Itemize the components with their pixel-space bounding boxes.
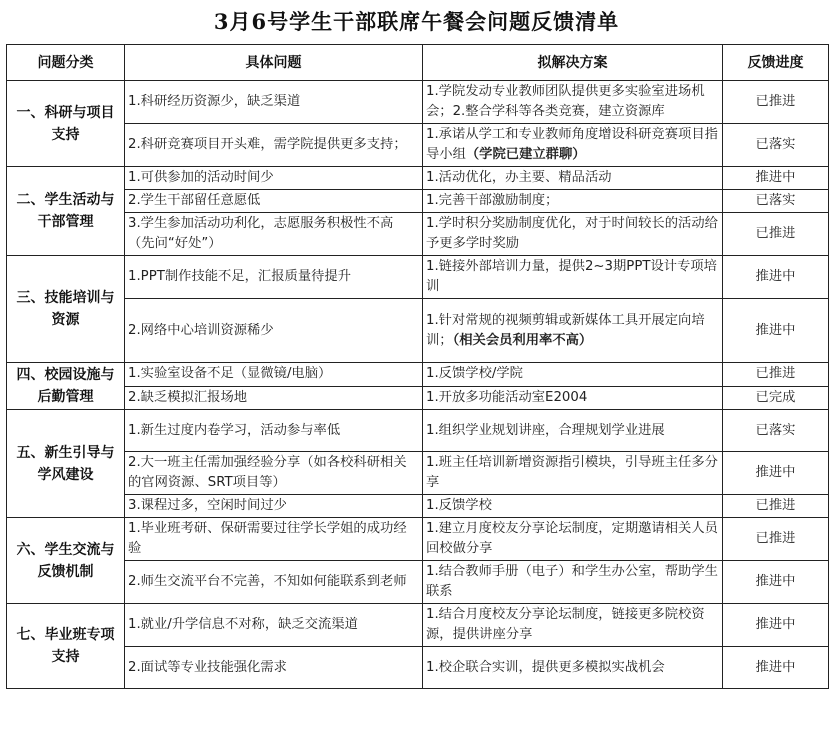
solution-cell: 1.学院发动专业教师团队提供更多实验室进场机会；2.整合学科等各类竞赛，建立资源库 [423, 81, 723, 124]
table-row [7, 518, 829, 561]
problem-cell: 1.毕业班考研、保研需要过往学长学姐的成功经验 [125, 518, 423, 561]
table-row [7, 363, 829, 387]
solution-cell: 1.学时积分奖励制度优化，对于时间较长的活动给予更多学时奖励 [423, 213, 723, 256]
problem-cell: 2.缺乏模拟汇报场地 [125, 386, 423, 410]
problem-cell: 2.师生交流平台不完善，不知如何能联系到老师 [125, 561, 423, 604]
category-cell: 一、科研与项目支持 [7, 81, 125, 167]
table-row [7, 386, 829, 410]
table-body [7, 81, 829, 689]
table-row [7, 190, 829, 213]
problem-cell: 2.网络中心培训资源稀少 [125, 299, 423, 363]
status-cell: 已落实 [723, 410, 829, 452]
problem-cell: 2.面试等专业技能强化需求 [125, 647, 423, 689]
problem-cell: 1.可供参加的活动时间少 [125, 167, 423, 190]
problem-cell: 3.学生参加活动功利化，志愿服务积极性不高（先问“好处”） [125, 213, 423, 256]
problem-cell: 1.实验室设备不足（显微镜/电脑） [125, 363, 423, 387]
status-cell: 已推进 [723, 81, 829, 124]
solution-cell: 1.校企联合实训，提供更多模拟实战机会 [423, 647, 723, 689]
solution-cell: 1.反馈学校/学院 [423, 363, 723, 387]
solution-cell: 1.承诺从学工和专业教师角度增设科研竞赛项目指导小组（学院已建立群聊） [423, 124, 723, 167]
solution-cell: 1.组织学业规划讲座，合理规划学业进展 [423, 410, 723, 452]
table-row [7, 124, 829, 167]
table-row [7, 410, 829, 452]
table-row [7, 299, 829, 363]
solution-cell: 1.结合月度校友分享论坛制度，链接更多院校资源，提供讲座分享 [423, 604, 723, 647]
table-row [7, 256, 829, 299]
category-cell: 三、技能培训与资源 [7, 256, 125, 363]
header-progress: 反馈进度 [723, 45, 829, 81]
category-cell: 六、学生交流与反馈机制 [7, 518, 125, 604]
solution-cell: 1.反馈学校 [423, 495, 723, 518]
status-cell: 推进中 [723, 299, 829, 363]
category-cell: 七、毕业班专项支持 [7, 604, 125, 689]
status-cell: 已推进 [723, 363, 829, 387]
status-cell: 推进中 [723, 604, 829, 647]
table-row [7, 213, 829, 256]
feedback-table [6, 44, 829, 689]
solution-cell: 1.完善干部激励制度； [423, 190, 723, 213]
table-row [7, 81, 829, 124]
solution-cell: 1.活动优化，办主要、精品活动 [423, 167, 723, 190]
status-cell: 推进中 [723, 167, 829, 190]
header-solution: 拟解决方案 [423, 45, 723, 81]
solution-cell: 1.开放多功能活动室E2004 [423, 386, 723, 410]
table-row [7, 561, 829, 604]
category-cell: 五、新生引导与学风建设 [7, 410, 125, 518]
status-cell: 已落实 [723, 124, 829, 167]
table-row [7, 452, 829, 495]
solution-cell: 1.链接外部培训力量，提供2~3期PPT设计专项培训 [423, 256, 723, 299]
solution-cell: 1.建立月度校友分享论坛制度，定期邀请相关人员回校做分享 [423, 518, 723, 561]
problem-cell: 2.科研竞赛项目开头难，需学院提供更多支持； [125, 124, 423, 167]
problem-cell: 2.大一班主任需加强经验分享（如各校科研相关的官网资源、SRT项目等） [125, 452, 423, 495]
status-cell: 推进中 [723, 561, 829, 604]
status-cell: 已推进 [723, 213, 829, 256]
problem-cell: 1.科研经历资源少，缺乏渠道 [125, 81, 423, 124]
problem-cell: 3.课程过多，空闲时间过少 [125, 495, 423, 518]
category-cell: 四、校园设施与后勤管理 [7, 363, 125, 410]
status-cell: 已推进 [723, 518, 829, 561]
solution-cell: 1.结合教师手册（电子）和学生办公室，帮助学生联系 [423, 561, 723, 604]
problem-cell: 1.PPT制作技能不足，汇报质量待提升 [125, 256, 423, 299]
status-cell: 推进中 [723, 647, 829, 689]
table-row [7, 604, 829, 647]
solution-cell: 1.针对常规的视频剪辑或新媒体工具开展定向培训；（相关会员利用率不高） [423, 299, 723, 363]
table-header-row [7, 45, 829, 81]
problem-cell: 1.新生过度内卷学习，活动参与率低 [125, 410, 423, 452]
status-cell: 推进中 [723, 452, 829, 495]
status-cell: 已推进 [723, 495, 829, 518]
table-row [7, 495, 829, 518]
status-cell: 推进中 [723, 256, 829, 299]
problem-cell: 2.学生干部留任意愿低 [125, 190, 423, 213]
status-cell: 已落实 [723, 190, 829, 213]
solution-cell: 1.班主任培训新增资源指引模块，引导班主任多分享 [423, 452, 723, 495]
status-cell: 已完成 [723, 386, 829, 410]
page-title: 3月6号学生干部联席午餐会问题反馈清单 [213, 9, 620, 34]
table-row [7, 647, 829, 689]
problem-cell: 1.就业/升学信息不对称，缺乏交流渠道 [125, 604, 423, 647]
header-problem: 具体问题 [125, 45, 423, 81]
category-cell: 二、学生活动与干部管理 [7, 167, 125, 256]
header-category: 问题分类 [7, 45, 125, 81]
table-row [7, 167, 829, 190]
